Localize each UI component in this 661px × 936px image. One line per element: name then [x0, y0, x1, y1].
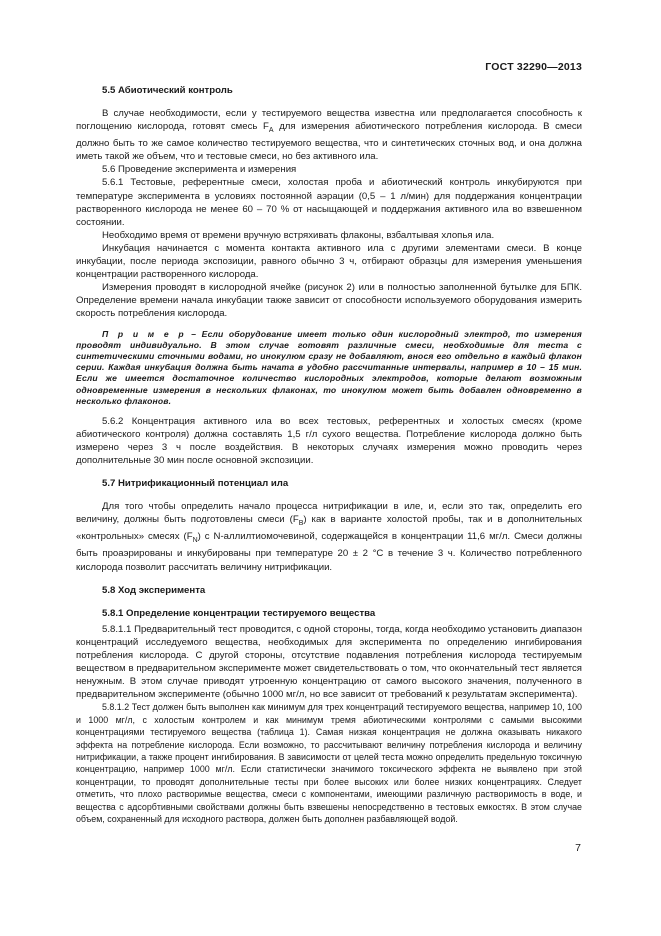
paragraph-5-8-1-1: 5.8.1.1 Предварительный тест проводится, с одной стороны, тогда, когда необходимо установить диапазон концентраций исследуемого вещества, необходимых для эксперимента по определению ингибирования потребления кислорода. С другой стороны, отсутствие подавления потребления кислорода тестируемым веществом в предварительном эксперименте может свидетельствовать о том, что окончательный тест является ненужным. В этом случае приводят утроенную концентрацию от самого высокого значения, полученного в предварительном эксперименте (обычно 1000 мг/л, но все зависит от требований к результатам эксперимента).: [76, 623, 582, 701]
heading-5-8-1: 5.8.1 Определение концентрации тестируемого вещества: [102, 607, 376, 619]
paragraph-5-5: В случае необходимости, если у тестируемого вещества известна или предполагается способность к поглощению кислорода, готовят смесь $F_A$ для измерения абиотического потребления кислорода. В смеси должно быть то же самое количество тестируемого вещества, что и синтетических сточных вод, и она должна иметь такой же объем, что и тестовые смеси, но без активного ила.: [76, 108, 582, 163]
paragraph-5-6-1: 5.6.1 Тестовые, референтные смеси, холостая проба и абиотический контроль инкубируются при температуре эксперимента в условиях постоянной аэрации (0,5 – 1 л/мин) для поддержания концентрации растворенного кислорода не менее 60 – 70 % от насыщающей и поддержания активного ила во взвешенном состоянии.: [76, 177, 582, 228]
document-body: [76, 84, 582, 825]
example-note: П р и м е р – Если оборудование имеет только один кислородный электрод, то измерения проводят индивидуально. В этом случае готовят различные смеси, необходимые для теста с синтетическими сточными водами, но инокулюм сразу не добавляют, внося его отдельно в каждый флакон серии. Каждая инкубация должна быть начата в удобно рассчитанные интервалы, например в 10 – 15 мин. Если же имеется достаточное количество кислородных электродов, которые делают возможным одновременные измерения в нескольких флаконах, то инокулюм может быть добавлен одновременно в несколько флаконов.: [76, 328, 582, 406]
document-header-standard: ГОСТ 32290—2013: [485, 61, 582, 73]
paragraph-5-6-1-measurement: Измерения проводят в кислородной ячейке (рисунок 2) или в полностью заполненной бутылке для БПК. Определение времени начала инкубации также зависит от способности используемого оборудования измерить скорость потребления кислорода.: [76, 282, 582, 320]
heading-5-7: 5.7 Нитрификационный потенциал ила: [102, 478, 289, 490]
page-number: 7: [575, 842, 581, 854]
paragraph-5-6-title: 5.6 Проведение эксперимента и измерения: [102, 164, 297, 176]
heading-5-5: 5.5 Абиотический контроль: [102, 85, 233, 96]
paragraph-5-6-1-incubation: Инкубация начинается с момента контакта активного ила с другими элементами смеси. В конце инкубации, после периода экспозиции, равного обычно 3 ч, отбирают образцы для измерения уменьшения концентрации растворенного кислорода.: [76, 242, 582, 281]
paragraph-5-6-1-shaking: Необходимо время от времени вручную встряхивать флаконы, взбалтывая хлопья ила.: [102, 229, 495, 241]
paragraph-5-8-1-2: 5.8.1.2 Тест должен быть выполнен как минимум для трех концентраций тестируемого вещества, например 10, 100 и 1000 мг/л, с холостым контролем и как минимум тремя абиотическими контролями с самыми высокими концентрациями тестируемого вещества (таблица 1). Самая низкая концентрация не должна оказывать никакого эффекта на потребление кислорода. Если возможно, то рассчитывают величину потребления кислорода и величину нитрификации, а также процент ингибирования. В зависимости от целей теста можно определить предельную токсичную концентрацию, например 1000 мг/л. Если статистически значимого токсического эффекта не выявлено при этой концентрации, то проводят дополнительные тесты при более высоких или более низких концентрациях. Следует отметить, что плохо растворимые вещества, смеси с компонентами, имеющими различную растворимость в воде, и вещества с адсорбтивными свойствами должны быть взвешены непосредственно в тестовых емкостях. В этом случае объем, сохраненный для исходного раствора, должен быть дополнен разбавляющей водой.: [76, 702, 582, 825]
paragraph-5-6-2: 5.6.2 Концентрация активного ила во всех тестовых, референтных и холостых смесях (кроме абиотического контроля) должна составлять 1,5 г/л сухого вещества. Потребление кислорода должно быть измерено через 3 ч после воздействия. В некоторых случаях измерения можно проводить через дополнительные 30 мин после основной экспозиции.: [76, 415, 582, 467]
paragraph-5-7: Для того чтобы определить начало процесса нитрификации в иле, и, если это так, определить его величину, должны быть подготовлены смеси $(F_B)$ как в варианте холостой пробы, так и в дополнительных «контрольных» смесях $(F_N)$ с N-аллилтиомочевиной, содержащейся в концентрации 11,6 мг/л. Смеси должны быть проаэрированы и инкубированы при температуре 20 ± 2 °C в течение 3 ч. Количество потребленного кислорода позволит рассчитать величину нитрификации.: [76, 501, 582, 573]
heading-5-8: 5.8 Ход эксперимента: [102, 584, 206, 596]
